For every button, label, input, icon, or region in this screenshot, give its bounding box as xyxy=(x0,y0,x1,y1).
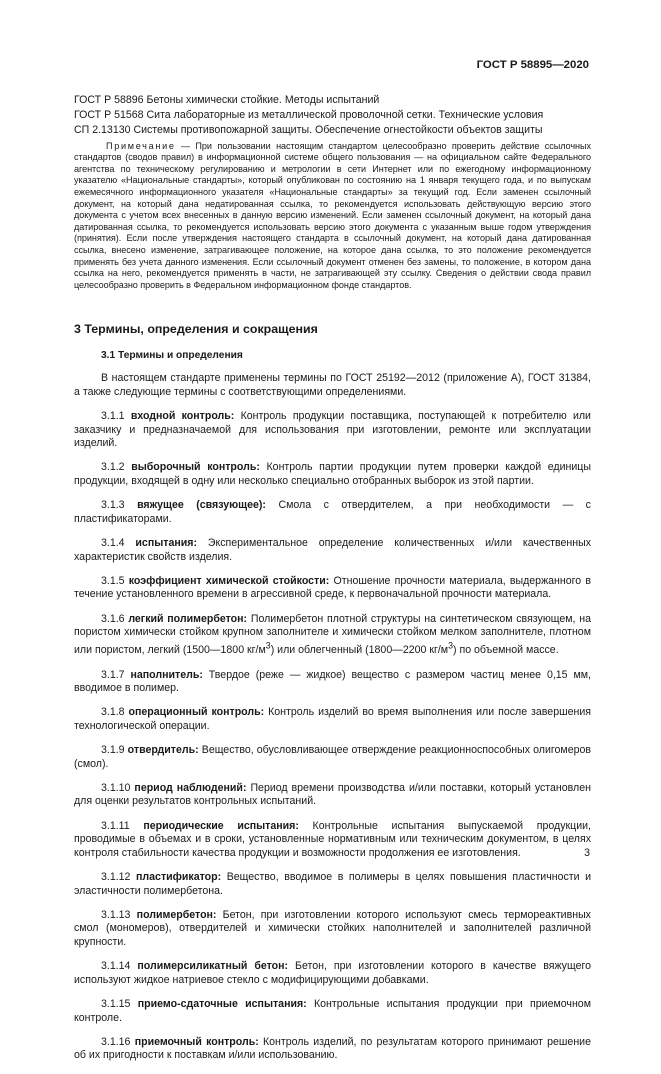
term-number: 3.1.3 xyxy=(101,499,125,512)
note-label: Примечание xyxy=(106,140,176,151)
term-number: 3.1.5 xyxy=(101,574,125,587)
term-entry xyxy=(74,461,591,488)
term-entry xyxy=(74,575,591,602)
definition-part: Полимербетон плотной структуры на синтетическом связующем, на пористом химически стойком крупном заполнителе и химически стойком мелком заполнителе, плотном или пористом, легкий (1500—1800 кг/м xyxy=(74,612,591,657)
term-definition: Период времени производства и/или поставки, который установлен для оценки результатов контрольных испытаний. xyxy=(74,781,591,808)
term-number: 3.1.15 xyxy=(101,997,131,1010)
term-entry xyxy=(74,706,591,733)
term-name: выборочный контроль: xyxy=(131,461,260,474)
term-entry xyxy=(74,613,591,658)
term-entry xyxy=(74,669,591,696)
reference-item: ГОСТ Р 51568 Сита лабораторные из металлической проволочной сетки. Технические условия xyxy=(74,109,544,122)
term-name: наполнитель: xyxy=(130,668,203,681)
term-definition: Вещество, вводимое в полимеры в целях повышения пластичности и эластичности полимербетона. xyxy=(74,871,592,897)
term-number: 3.1.16 xyxy=(101,1035,131,1048)
term-entry xyxy=(74,820,591,861)
term-entry xyxy=(74,782,591,809)
term-name: операционный контроль: xyxy=(128,706,265,719)
term-number: 3.1.10 xyxy=(101,781,131,794)
term-entry xyxy=(74,537,591,564)
term-entry xyxy=(74,909,591,950)
superscript: 3 xyxy=(448,640,453,651)
term-name: легкий полимербетон: xyxy=(128,612,248,625)
term-name: испытания: xyxy=(135,537,197,550)
reference-item: ГОСТ Р 58896 Бетоны химически стойкие. Методы испытаний xyxy=(74,94,380,106)
term-entry xyxy=(74,871,591,898)
term-name: приемочный контроль: xyxy=(134,1035,259,1048)
page-content xyxy=(74,93,591,1074)
section-title: 3 Термины, определения и сокращения xyxy=(74,322,318,337)
intro-paragraph: В настоящем стандарте применены термины по ГОСТ 25192—2012 (приложение А), ГОСТ 31384, а также следующие термины с соответствующими определениями. xyxy=(74,372,591,398)
term-definition: Бетон, при изготовлении которого в качестве вяжущего используют жидкое натриевое стекло с модифицирующими добавками. xyxy=(74,960,591,986)
term-entry xyxy=(74,1036,591,1063)
subsection-title: 3.1 Термины и определения xyxy=(101,350,243,362)
term-definition: Твердое (реже — жидкое) вещество с размером частиц менее 0,15 мм, вводимое в полимер. xyxy=(74,668,591,695)
superscript: 3 xyxy=(265,640,271,651)
term-number: 3.1.8 xyxy=(101,706,125,719)
term-definition: Экспериментальное определение количественных и/или качественных характеристик свойств изделия. xyxy=(74,537,592,563)
term-definition: Контрольные испытания выпускаемой продукции, проводимые в объемах и в сроки, установленные нормативным или техническим документом, в целях контроля стабильности качества продукции и возможности продолжения ее изготовления. xyxy=(74,819,591,859)
term-entry xyxy=(74,499,591,526)
term-name: коэффициент химической стойкости: xyxy=(128,574,330,587)
term-name: пластификатор: xyxy=(136,871,222,884)
term-entry xyxy=(74,960,591,987)
term-number: 3.1.1 xyxy=(101,410,125,423)
term-name: входной контроль: xyxy=(130,410,235,423)
term-number: 3.1.9 xyxy=(101,744,125,757)
term-definition: Отношение прочности материала, выдержанного в течение установленного времени в агрессивной среде, к первоначальной прочности материала. xyxy=(74,574,591,601)
term-definition: Контроль продукции поставщика, поступающей к потребителю или заказчику и предназначаемой для использования при изготовлении, ремонте или эксплуатации изделий. xyxy=(74,410,591,450)
note-text: — При пользовании настоящим стандартом целесообразно проверить действие ссылочных стандартов (сводов правил) в информационной системе общего пользования — на официальном сайте Федерального агентства по техническому регулированию и метрологии в сети Интернет или по ежегодному информационному указателю «Национальные стандарты», который опубликован по состоянию на 1 января текущего года, и по выпускам ежемесячного информационного указателя «Национальные стандарты» за текущий год. Если заменен ссылочный документ, на который дана недатированная ссылка, то рекомендуется использовать действующую версию этого документа с учетом всех внесенных в данную версию изменений. Если заменен ссылочный документ, на который дана датированная ссылка, то рекомендуется использовать версию этого документа с указанным выше годом утверждения (принятия). Если после утверждения настоящего стандарта в ссылочный документ, на который дана датированная ссылка, внесено изменение, затрагивающее положение, на которое дана ссылка, то это положение рекомендуется применять без учета данного изменения. Если ссылочный документ отменен без замены, то положение, в котором дана ссылка на него, рекомендуется применять в части, не затрагивающей эту ссылку. Сведения о действии свода правил целесообразно проверить в Федеральном информационном фонде стандартов. xyxy=(74,140,591,290)
term-name: полимерсиликатный бетон: xyxy=(137,960,289,973)
term-name: полимербетон: xyxy=(136,908,217,921)
term-number: 3.1.14 xyxy=(101,960,131,973)
term-name: периодические испытания: xyxy=(143,819,299,832)
document-code-header: ГОСТ Р 58895—2020 xyxy=(476,59,589,71)
term-definition: Контроль изделий, по результатам которого принимают решение об их пригодности к поставкам и/или использованию. xyxy=(74,1035,591,1062)
term-number: 3.1.6 xyxy=(101,612,125,625)
page-number: 3 xyxy=(584,847,590,859)
term-name: вяжущее (связующее): xyxy=(137,499,266,512)
term-number: 3.1.11 xyxy=(101,819,130,832)
term-entry xyxy=(74,998,591,1025)
reference-note xyxy=(74,141,591,292)
definition-part: ) по объемной массе. xyxy=(452,644,559,657)
term-number: 3.1.12 xyxy=(101,871,131,884)
term-number: 3.1.2 xyxy=(101,461,125,474)
definition-part: ) или облегченный (1800—2200 кг/м xyxy=(270,644,449,657)
term-number: 3.1.7 xyxy=(101,668,125,681)
reference-item: СП 2.13130 Системы противопожарной защиты. Обеспечение огнестойкости объектов защиты xyxy=(74,124,543,137)
term-entry xyxy=(74,410,591,451)
term-number: 3.1.13 xyxy=(101,908,131,921)
term-entry xyxy=(74,744,591,771)
term-definition: Вещество, обусловливающее отверждение реакционноспособных олигомеров (смол). xyxy=(74,744,592,770)
term-number: 3.1.4 xyxy=(101,537,125,550)
term-name: период наблюдений: xyxy=(134,781,247,794)
term-definition: Контроль изделий во время выполнения или после завершения технологической операции. xyxy=(74,706,591,732)
term-name: отвердитель: xyxy=(127,744,199,757)
term-name: приемо-сдаточные испытания: xyxy=(137,997,307,1010)
term-definition: Бетон, при изготовлении которого используют смесь термореактивных смол (мономеров), отвердителей и химически стойких наполнителей и заполнителей различной крупности. xyxy=(74,908,591,948)
term-definition: Контрольные испытания продукции при приемочном контроле. xyxy=(74,997,591,1024)
term-definition: Контроль партии продукции путем проверки каждой единицы продукции, входящей в одну или несколько специально отобранных выборок из этой партии. xyxy=(74,461,591,488)
term-definition: Смола с отвердителем, а при необходимости — с пластификаторами. xyxy=(74,499,591,525)
